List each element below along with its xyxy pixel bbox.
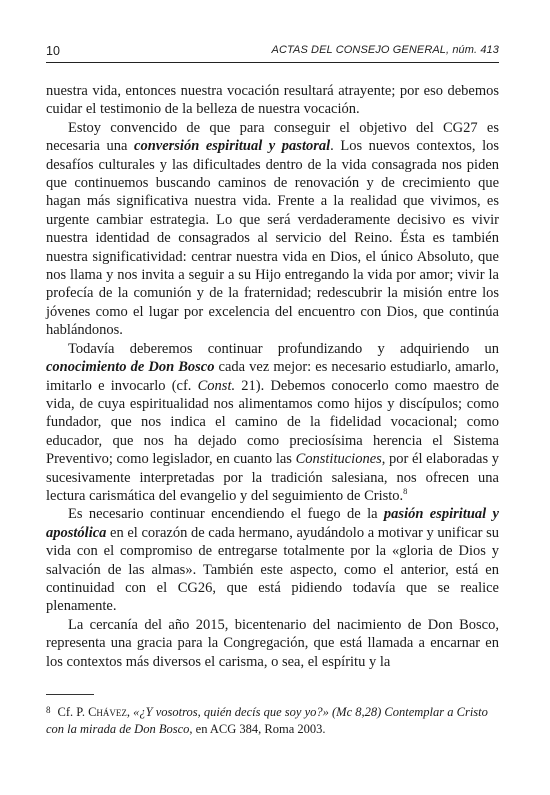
footnote-reference: 8 xyxy=(403,485,408,496)
p2-text-c: . Los nuevos contextos, los desafíos culturales y las dificultades dentro de la vida consagrada nos piden que continuemos buscando caminos de renovación y de crecimiento que hagan más significativa nuestra vida. Frente a la realidad que vivimos, es urgente cambiar estrategia. Lo que será verdaderamente decisivo es vivir nuestra identidad de consagrados al servicio del Reino. Ésta es también nuestra significatividad: centrar nuestra vida en Dios, el único Absoluto, que nos llama y nos invita a seguir a su Hijo entregando la vida por amor; vivir la profecía de la comunión y de la fraternidad; redescubrir la misión entre los jóvenes como el lugar por excelencia del encuentro con Dios, que continúa hablándonos. xyxy=(46,138,499,339)
paragraph-2 xyxy=(46,119,499,340)
p3-const: Const. xyxy=(197,377,236,394)
footnote-author: Chávez xyxy=(88,705,127,719)
footnote-text-c: , en ACG 384, Roma 2003. xyxy=(189,722,326,736)
p2-emphasis: conversión espiritual y pastoral xyxy=(134,138,331,155)
p4-text-a: Es necesario continuar encendiendo el fuego de la xyxy=(68,506,384,523)
paragraph-5: La cercanía del año 2015, bicentenario del nacimiento de Don Bosco, representa una gracia para la Congregación, que está llamada a encarnar en los contextos más diversos el carisma, o sea, el espíritu y la xyxy=(46,616,499,670)
p3-text-e: 21). Debemos conocerlo como maestro de vida, de cuya espiritualidad nos alimentamos como hijos y discípulos; como fundador, que nos indica el camino de la fidelidad vocacional; como educador, que nos ha dejado como preciosísima herencia el Sistema Preventivo; como legislador, en cuanto las xyxy=(46,377,499,468)
footnote-title: , «¿Y vosotros, quién decís que soy yo?» (Mc 8,28) Contemplar a Cristo con la mirada de Don Bosco xyxy=(46,705,488,736)
footnote-mark: 8 xyxy=(46,705,51,715)
footnote xyxy=(46,702,499,738)
footnote-rule xyxy=(46,694,94,695)
p2-text-a: Estoy convencido de que para conseguir el objetivo del CG27 es necesaria una xyxy=(46,119,499,155)
p3-text-a: Todavía deberemos continuar profundizando y adquiriendo un xyxy=(68,340,499,357)
paragraph-3 xyxy=(46,340,499,506)
paragraph-1: nuestra vida, entonces nuestra vocación resultará atrayente; por eso debemos cuidar el testimonio de la belleza de nuestra vocación. xyxy=(46,83,499,118)
p3-constituciones: Constituciones xyxy=(295,451,382,468)
p3-text-c: cada vez mejor: es necesario estudiarlo, amarlo, imitarlo e invocarlo (cf. xyxy=(46,359,499,394)
footnote-text-a: Cf. P. xyxy=(57,705,89,719)
paragraph-4 xyxy=(46,505,499,615)
p4-emphasis: pasión espiritual y apostólica xyxy=(46,506,499,541)
body-text xyxy=(46,82,499,671)
p3-emphasis: conocimiento de Don Bosco xyxy=(46,359,215,376)
page-header xyxy=(46,44,499,63)
p4-text-c: en el corazón de cada hermano, ayudándolo a motivar y unificar su vida con el compromiso de entregarse totalmente por la «gloria de Dios y salvación de las almas». También este aspecto, como el anterior, está en continuidad con el CG26, que está pidiendo todavía que se realice plenamente. xyxy=(46,524,499,615)
page-number: 10 xyxy=(46,44,60,58)
p3-text-g: , por él elaboradas y sucesivamente interpretadas por la tradición salesiana, nos ofrecen una lectura carismática del evangelio y del seguimiento de Cristo. xyxy=(46,451,499,504)
running-title: ACTAS DEL CONSEJO GENERAL, núm. 413 xyxy=(271,44,499,56)
